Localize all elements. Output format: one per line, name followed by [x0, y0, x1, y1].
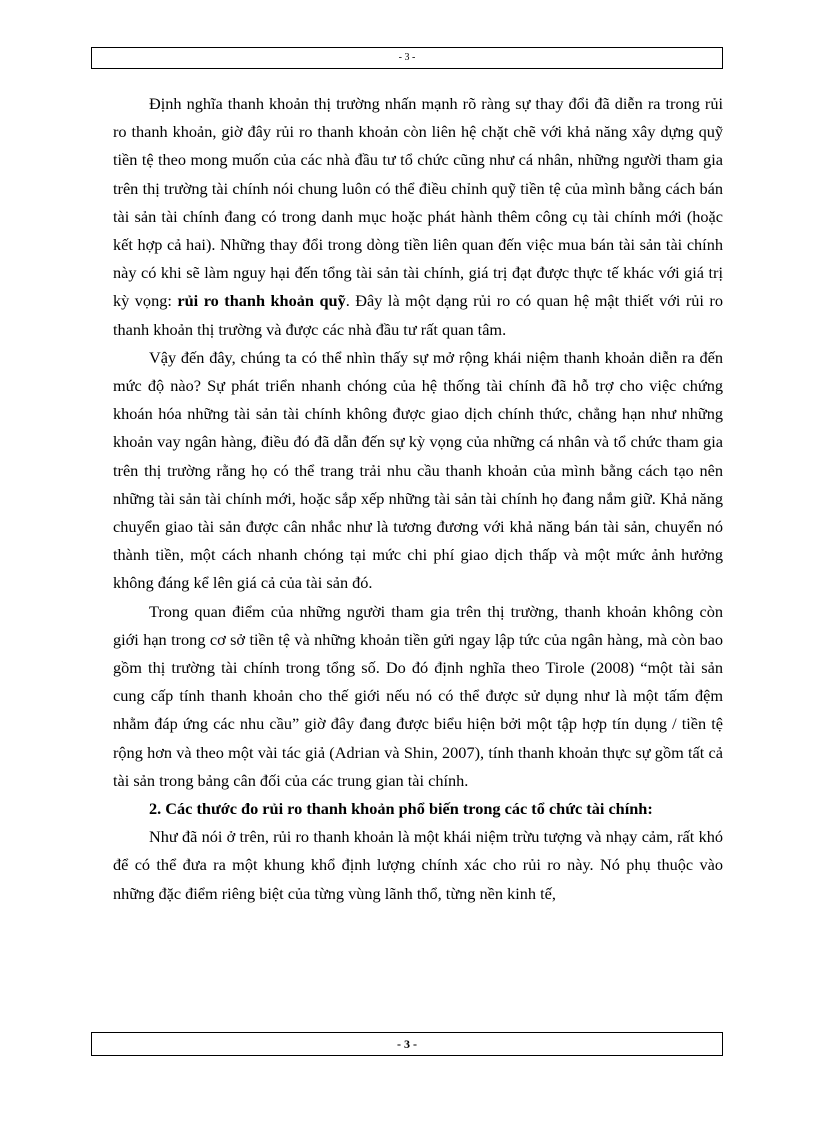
section-heading-liquidity-measures: 2. Các thước đo rủi ro thanh khoản phổ biến trong các tổ chức tài chính: — [149, 799, 653, 819]
document-body — [113, 90, 723, 908]
footer-page-number: - 3 - — [397, 1037, 417, 1051]
paragraph-liquidity-risk-abstract: Như đã nói ở trên, rủi ro thanh khoản là một khái niệm trừu tượng và nhạy cảm, rất khó để có thể đưa ra một khung khổ định lượng chính xác cho rủi ro này. Nó phụ thuộc vào những đặc điểm riêng biệt của từng vùng lãnh thổ, từng nền kinh tế, — [113, 827, 723, 903]
page-footer — [91, 1032, 723, 1056]
paragraph-liquidity-definition — [113, 90, 723, 344]
page-header — [91, 47, 723, 69]
paragraph-1-bold-term: rủi ro thanh khoản quỹ — [177, 291, 346, 311]
paragraph-market-participants: Trong quan điểm của những người tham gia trên thị trường, thanh khoản không còn giới hạn trong cơ sở tiền tệ và những khoản tiền gửi ngay lập tức của ngân hàng, mà còn bao gồm thị trường tài chính trong tổng số. Do đó định nghĩa theo Tirole (2008) “một tài sản cung cấp tính thanh khoản cho thế giới nếu nó có thể được sử dụng như là một tấm đệm nhằm đáp ứng các nhu cầu” giờ đây đang được biểu hiện bởi một tập hợp tín dụng / tiền tệ rộng hơn và theo một vài tác giả (Adrian và Shin, 2007), tính thanh khoản thực sự gồm tất cả tài sản trong bảng cân đối của các trung gian tài chính. — [113, 601, 723, 790]
paragraph-1-text-end: . Đây là một dạng rủi ro có quan hệ mật thiết với rủi ro thanh khoản thị trường và được các nhà đầu tư rất quan tâm. — [113, 291, 723, 339]
paragraph-liquidity-expansion: Vậy đến đây, chúng ta có thể nhìn thấy sự mở rộng khái niệm thanh khoản diễn ra đến mức độ nào? Sự phát triển nhanh chóng của hệ thống tài chính đã hỗ trợ cho việc chứng khoán hóa những tài sản tài chính không được giao dịch chính thức, chẳng hạn như những khoản vay ngân hàng, điều đó đã dẫn đến sự kỳ vọng của những cá nhân và tổ chức tham gia trên thị trường rằng họ có thể trang trải nhu cầu thanh khoản của mình bằng cách tạo nên những tài sản tài chính mới, hoặc sắp xếp những tài sản tài chính họ đang nắm giữ. Khả năng chuyển giao tài sản được cân nhắc như là tương đương với khả năng bán tài sản, chuyển nó thành tiền, một cách nhanh chóng tại mức chi phí giao dịch thấp và một mức ảnh hưởng không đáng kể lên giá cả của tài sản đó. — [113, 347, 723, 593]
header-page-number: - 3 - — [398, 52, 416, 63]
paragraph-1-text: Định nghĩa thanh khoản thị trường nhấn mạnh rõ ràng sự thay đổi đã diễn ra trong rủi ro thanh khoản, giờ đây rủi ro thanh khoản còn liên hệ chặt chẽ với khả năng xây dựng quỹ tiền tệ theo mong muốn của các nhà đầu tư tổ chức cũng như cá nhân, những người tham gia trên thị trường tài chính nói chung luôn có thể điều chỉnh quỹ tiền tệ của mình bằng cách bán tài sản tài chính đang có trong danh mục hoặc phát hành thêm công cụ tài chính mới (hoặc kết hợp cả hai). Những thay đổi trong dòng tiền liên quan đến việc mua bán tài sản tài chính này có khi sẽ làm nguy hại đến tổng tài sản tài chính, giá trị đạt được thực tế khác với giá trị kỳ vọng: — [113, 94, 723, 311]
